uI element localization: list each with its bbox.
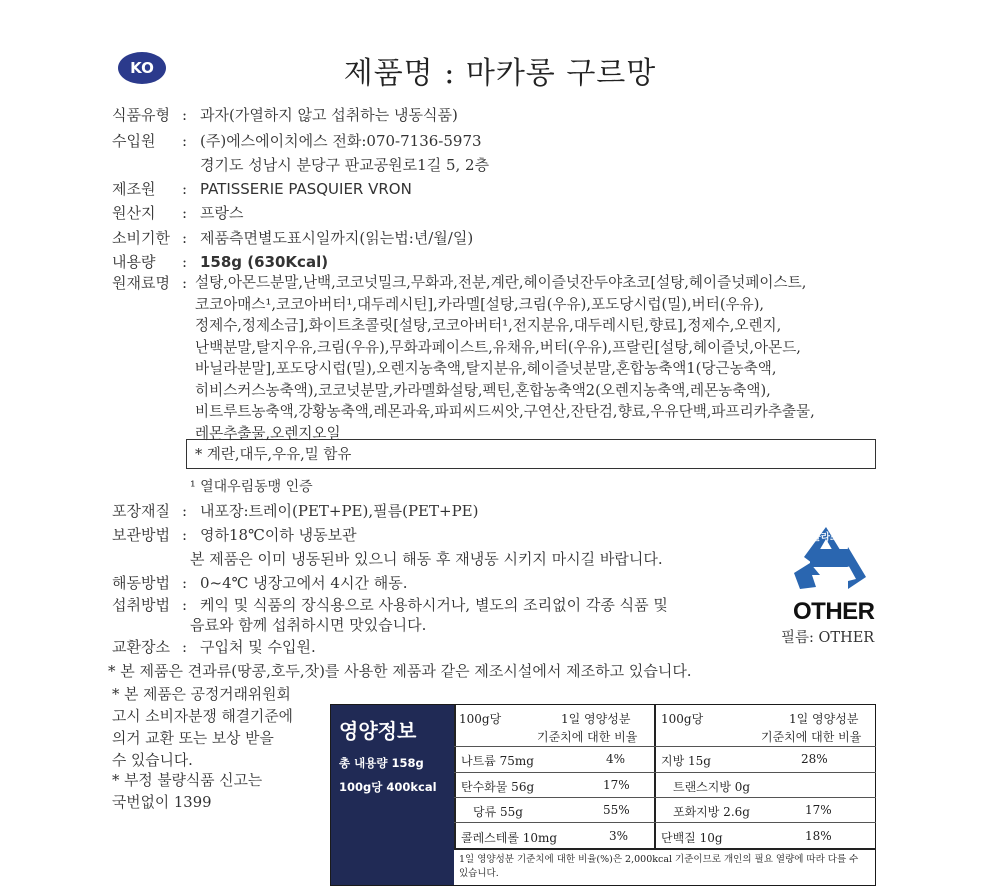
nutrient-name: 나트륨 75mg <box>461 754 534 768</box>
nutrient-name: 포화지방 2.6g <box>673 805 750 819</box>
field-packaging <box>112 500 478 522</box>
field-value: PATISSERIE PASQUIER VRON <box>200 180 412 198</box>
field-expiry <box>112 227 473 249</box>
field-sep: : <box>182 132 188 150</box>
nutrition-header <box>331 705 454 885</box>
field-storage <box>112 524 357 546</box>
field-label: 해동방법 <box>112 574 170 592</box>
ingredient-line: 레몬추출물,오렌지오일 <box>195 424 341 442</box>
field-ingredients <box>112 272 200 294</box>
nutrition-total: 총 내용량 158g <box>339 756 424 770</box>
ingredient-line: 비트루트농축액,강황농축액,레몬과육,파피씨드씨앗,구연산,잔탄검,향료,우유단백,파프리카추출물, <box>195 403 815 420</box>
cert-note: ¹ 열대우림동맹 인증 <box>190 479 313 495</box>
field-serve <box>112 594 668 616</box>
header-per100-left: 100g당 <box>459 712 502 726</box>
ingredient-line: 설탕,아몬드분말,난백,코코넛밀크,무화과,전분,계란,헤이즐넛잔두야초코[설탕,헤이즐넛페이스트, <box>195 274 807 291</box>
recycle-type: OTHER <box>793 598 875 625</box>
nuts-note: * 본 제품은 견과류(땅콩,호두,잣)를 사용한 제품과 같은 제조시설에서 제조하고 있습니다. <box>108 662 692 680</box>
field-storage-note: 본 제품은 이미 냉동된바 있으니 해동 후 재냉동 시키지 마시길 바랍니다. <box>190 550 663 568</box>
field-value: 0~4℃ 냉장고에서 4시간 해동. <box>200 574 408 592</box>
nutrient-pct: 17% <box>603 778 630 792</box>
field-serve-note: 음료와 함께 섭취하시면 맛있습니다. <box>190 616 427 634</box>
field-origin <box>112 202 243 224</box>
consumer-line: 의거 교환 또는 보상 받을 <box>112 730 274 747</box>
ingredient-line: 바닐라분말],포도당시럽(밀),오렌지농축액,탈지분유,헤이즐넛분말,혼합농축액1(당근농축액, <box>195 360 777 377</box>
nutrition-footnote: 1일 영양성분 기준치에 대한 비율(%)은 2,000kcal 기준이므로 개인의 필요 열량에 따라 다를 수 있습니다. <box>459 854 859 879</box>
ingredient-line: 히비스커스농축액),코코넛분말,카라멜화설탕,펙틴,혼합농축액2(오렌지농축액,레몬농축액), <box>195 381 771 399</box>
field-value: 구입처 및 수입원. <box>200 638 316 656</box>
field-label: 소비기한 <box>112 229 170 247</box>
header-daily-left-2: 기준치에 대한 비율 <box>537 730 638 744</box>
recycle-caption: 필름: OTHER <box>781 630 875 646</box>
report-line: * 부정 불량식품 신고는 <box>112 772 263 789</box>
field-value: 158g (630Kcal) <box>200 253 329 271</box>
field-sep: : <box>182 574 188 592</box>
ingredient-line: 코코아매스¹,코코아버터¹,대두레시틴],카라멜[설탕,크림(우유),포도당시럽(밀),버터(우유), <box>195 295 765 313</box>
header-daily-right-1: 1일 영양성분 <box>789 712 859 726</box>
nutrient-pct: 4% <box>606 752 626 766</box>
field-importer <box>112 130 482 152</box>
field-exchange <box>112 636 316 658</box>
allergy-box: * 계란,대두,우유,밀 함유 <box>186 439 876 469</box>
nutrient-name: 단백질 10g <box>661 831 723 845</box>
field-label: 교환장소 <box>112 638 170 656</box>
field-label: 보관방법 <box>112 526 170 544</box>
nutrient-pct: 17% <box>805 803 832 817</box>
field-maker <box>112 178 412 200</box>
field-importer-address: 경기도 성남시 분당구 판교공원로1길 5, 2층 <box>200 156 490 174</box>
nutrition-table <box>330 704 876 886</box>
field-sep: : <box>182 526 188 544</box>
header-daily-right-2: 기준치에 대한 비율 <box>761 730 862 744</box>
nutrient-pct: 55% <box>603 803 630 817</box>
field-sep: : <box>182 180 188 198</box>
nutrient-pct: 28% <box>801 752 828 766</box>
field-label: 포장재질 <box>112 502 170 520</box>
consumer-line: 고시 소비자분쟁 해결기준에 <box>112 708 293 725</box>
consumer-line: 수 있습니다. <box>112 752 193 769</box>
field-value: 케익 및 식품의 장식용으로 사용하시거나, 별도의 조리없이 각종 식품 및 <box>200 596 668 614</box>
page-title: 제품명 : 마카롱 구르망 <box>343 56 657 91</box>
ingredient-line: 난백분말,탈지우유,크림(우유),무화과페이스트,유채유,버터(우유),프랄린[설탕,헤이즐넛,아몬드, <box>195 338 801 356</box>
header-per100-right: 100g당 <box>661 712 704 726</box>
nutrient-name: 트랜스지방 0g <box>673 780 751 794</box>
report-note <box>112 770 262 814</box>
field-type <box>112 104 458 126</box>
nutrient-name: 콜레스테롤 10mg <box>461 831 558 845</box>
field-value: 내포장:트레이(PET+PE),필름(PET+PE) <box>200 502 479 520</box>
field-sep: : <box>182 638 188 656</box>
report-line: 국번없이 1399 <box>112 794 212 811</box>
nutrient-name: 탄수화물 56g <box>461 780 535 794</box>
field-label: 원재료명 <box>112 274 170 292</box>
field-sep: : <box>182 274 188 292</box>
field-value: 영하18℃이하 냉동보관 <box>200 526 357 544</box>
field-thaw <box>112 572 407 594</box>
consumer-line: * 본 제품은 공정거래위원회 <box>112 686 291 703</box>
field-sep: : <box>182 229 188 247</box>
field-label: 내용량 <box>112 253 156 271</box>
field-value: 프랑스 <box>200 204 244 222</box>
field-sep: : <box>182 106 188 124</box>
field-label: 원산지 <box>112 204 156 222</box>
field-value: (주)에스에이치에스 전화:070-7136-5973 <box>200 132 482 150</box>
field-label: 수입원 <box>112 132 156 150</box>
header-daily-left-1: 1일 영양성분 <box>561 712 631 726</box>
field-sep: : <box>182 204 188 222</box>
consumer-note <box>112 684 293 772</box>
field-sep: : <box>182 502 188 520</box>
field-label: 식품유형 <box>112 106 170 124</box>
field-sep: : <box>182 253 188 271</box>
nutrient-pct: 3% <box>609 829 629 843</box>
field-value: 제품측면별도표시일까지(읽는법:년/월/일) <box>200 229 474 247</box>
nutrient-name: 당류 55g <box>473 805 523 819</box>
nutrient-pct: 18% <box>805 829 832 843</box>
field-value: 과자(가열하지 않고 섭취하는 냉동식품) <box>200 106 458 124</box>
recycle-badge: 플라스틱 <box>811 532 849 543</box>
field-sep: : <box>182 596 188 614</box>
nutrition-per100: 100g당 400kcal <box>339 780 437 794</box>
field-volume <box>112 251 328 273</box>
ko-logo: KO <box>118 52 166 84</box>
nutrient-name: 지방 15g <box>661 754 711 768</box>
field-label: 섭취방법 <box>112 596 170 614</box>
field-label: 제조원 <box>112 180 156 198</box>
ingredients-text <box>195 272 915 444</box>
ingredient-line: 정제수,정제소금],화이트초콜릿[설탕,코코아버터¹,전지분유,대두레시틴,향료],정제수,오렌지, <box>195 317 782 334</box>
nutrition-title: 영양정보 <box>339 719 417 743</box>
